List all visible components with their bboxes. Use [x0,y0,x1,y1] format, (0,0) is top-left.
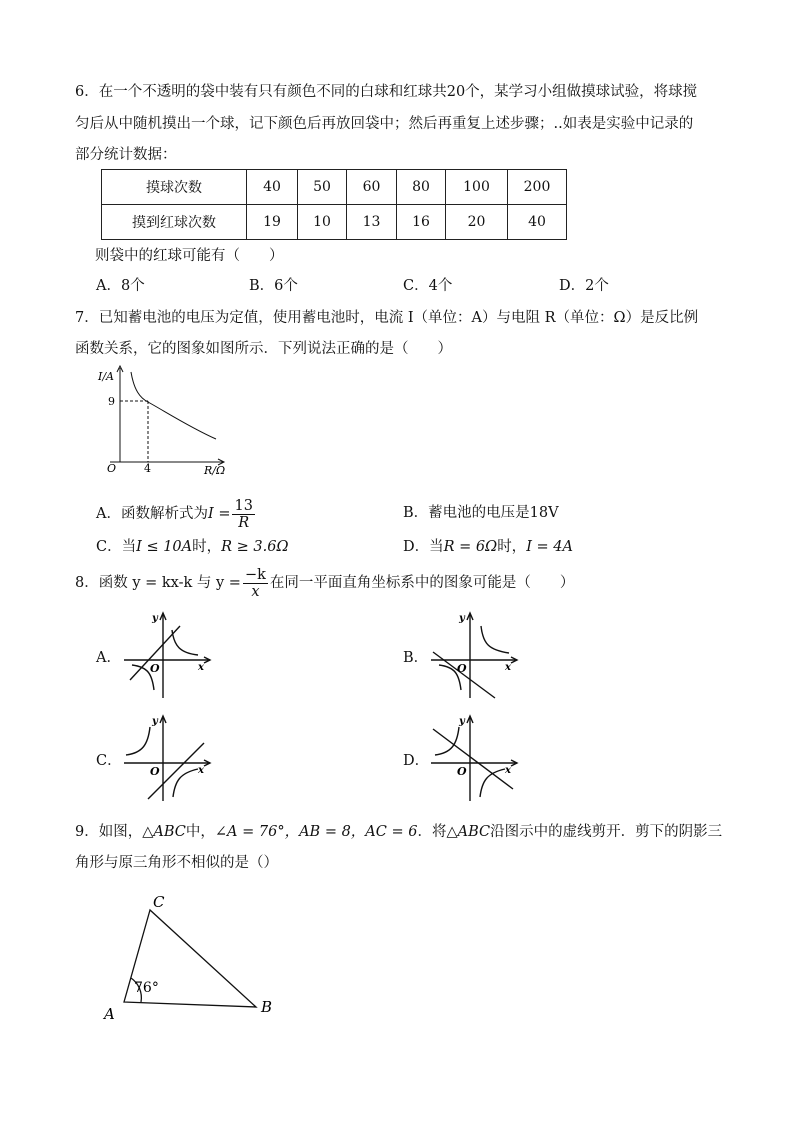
q8-c-origin: O [150,765,160,778]
table-cell: 200 [508,170,567,205]
q7-option-d-math: R = 6Ω [443,539,498,555]
q9-triangle-figure [96,886,286,1026]
q8-d-axis-y: y [459,716,465,727]
q9-triangle-1: △ABC [142,824,186,840]
q8-d-axis-x: x [505,765,511,776]
q8-c-axis-y: y [152,716,158,727]
q9-text-c: ．将 [417,824,447,840]
table-cell: 40 [247,170,298,205]
table-cell: 50 [298,170,347,205]
q6-line3: 部分统计数据： [75,147,177,163]
q8-label-a: A． [96,650,121,666]
q6-question: 则袋中的红球可能有（ ） [95,248,284,264]
table-cell: 100 [446,170,508,205]
q8-a-axis-x: x [198,662,204,673]
table-cell: 40 [508,205,567,240]
q9-line2: 角形与原三角形不相似的是（） [75,855,278,871]
table-cell: 16 [397,205,446,240]
q8-label-d: D． [403,753,430,769]
q7-option-a [96,494,257,534]
table-cell: 13 [347,205,397,240]
q7-graph-origin: O [107,462,117,475]
q7-option-d [403,537,573,557]
table-cell: 20 [446,205,508,240]
q6-option-b: B．6个 [249,278,298,294]
q9-text-b: 中， [185,824,215,840]
q7-line2: 函数关系，它的图象如图所示．下列说法正确的是（ ） [75,341,452,357]
table-header-red: 摸到红球次数 [102,205,247,240]
q7-option-c-math: I ≤ 10A [136,539,193,555]
q8-b-axis-x: x [505,662,511,673]
q8-label-c: C． [96,753,122,769]
q7-option-d-text: D．当 [403,539,444,555]
q7-option-d-mid: 时， [497,539,527,555]
q8-d-origin: O [457,765,467,778]
q9-triangle-2: △ABC [446,824,491,840]
q6-option-c: C．4个 [403,278,453,294]
q9-vertex-c: C [153,893,165,911]
q7-option-c [96,537,289,557]
q9-vertex-b: B [261,998,273,1016]
q7-graph-xtick: 4 [144,462,151,475]
q8-suffix: 在同一平面直角坐标系中的图象可能是（ ） [269,575,575,591]
q8-graph-c [118,711,218,807]
q7-option-b: B．蓄电池的电压是18V [403,505,559,521]
q9-angle-label: 76° [134,980,159,996]
q6-line1: 6．在一个不透明的袋中装有只有颜色不同的白球和红球共20个，某学习小组做摸球试验，将球搅 [75,84,698,100]
fraction-numerator: −k [244,566,266,583]
q9-text-d: 沿图示中的虚线剪开．剪下的阴影三 [490,824,723,840]
q7-option-d-math2: I = 4A [526,539,573,555]
q7-line1: 7．已知蓄电池的电压为定值，使用蓄电池时，电流 I（单位：A）与电阻 R（单位：Ω）是反比例 [75,310,699,326]
q7-option-c-mid: 时， [192,539,222,555]
table-row [102,205,567,240]
q8-graph-b [425,608,525,704]
q8-b-axis-y: y [459,613,465,624]
table-cell: 19 [247,205,298,240]
table-row [102,170,567,205]
q8-c-axis-x: x [198,765,204,776]
q8-fraction [243,567,268,600]
q8-a-axis-y: y [152,613,158,624]
q8-prefix: 8．函数 y = kx-k 与 y = [75,575,241,591]
q7-option-c-math2: R ≥ 3.6Ω [221,539,289,555]
q8-a-origin: O [150,662,160,675]
q7-graph-ytick: 9 [108,395,115,408]
q6-option-a: A．8个 [96,278,145,294]
fraction-numerator: 13 [234,497,253,514]
stats-table [101,169,567,240]
table-header-draws: 摸球次数 [102,170,247,205]
q7-option-a-text: A．函数解析式为 [96,506,208,522]
q9-line1 [75,822,722,842]
table-cell: 80 [397,170,446,205]
table-cell: 60 [347,170,397,205]
q7-graph [96,362,236,480]
q6-line2: 匀后从中随机摸出一个球，记下颜色后再放回袋中；然后再重复上述步骤；..如表是实验中记录的 [75,116,694,132]
q7-option-a-lhs: I = [207,506,231,522]
q8-graph-d [425,711,525,807]
q9-vertex-a: A [104,1005,115,1023]
q8-label-b: B． [403,650,429,666]
q8-b-origin: O [457,662,467,675]
q9-text-a: 9．如图， [75,824,143,840]
fraction-denominator: x [251,583,260,600]
q7-graph-ylabel: I/A [98,370,114,383]
q7-option-c-text: C．当 [96,539,137,555]
fraction-denominator: R [238,514,250,531]
q8-graph-a [118,608,218,704]
q9-math: ∠A = 76°，AB = 8，AC = 6 [214,824,418,840]
q8-stem [75,563,574,603]
q6-option-d: D．2个 [559,278,609,294]
table-cell: 10 [298,205,347,240]
q7-option-a-fraction [232,498,254,531]
q7-graph-xlabel: R/Ω [204,464,226,477]
